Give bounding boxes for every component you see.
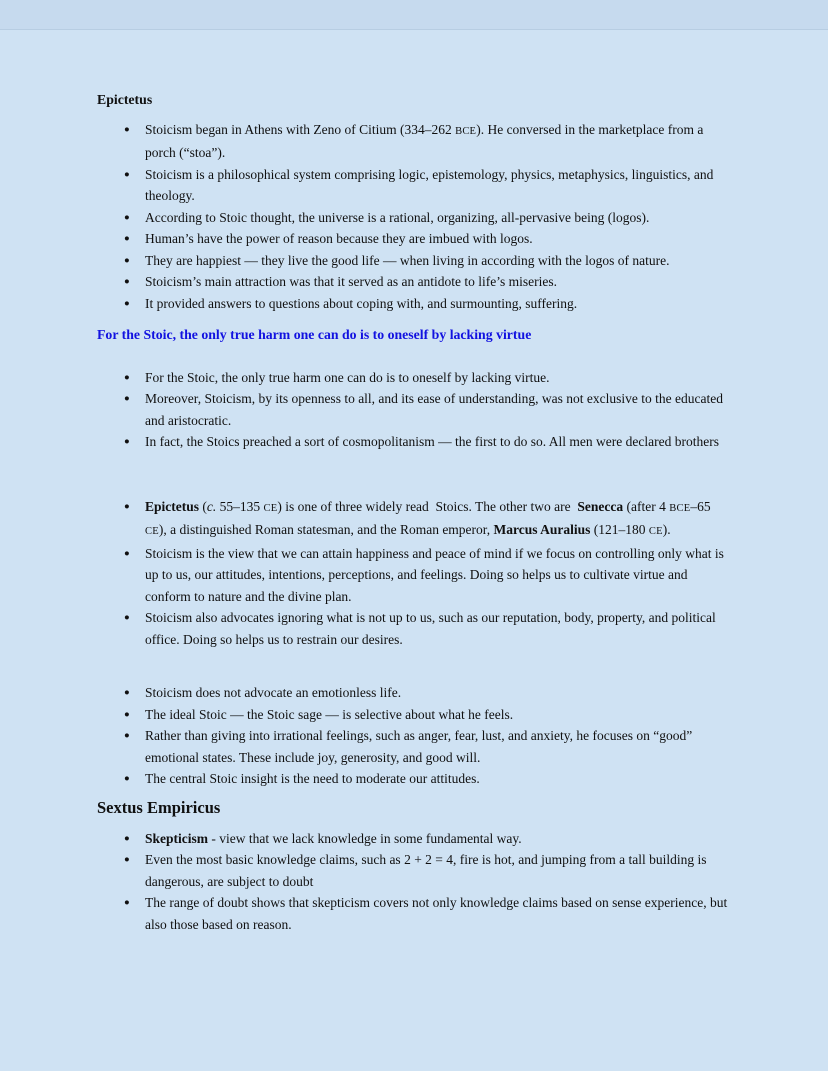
bullet-marker: ● bbox=[124, 774, 130, 785]
bullet-text: For the Stoic, the only true harm one can do is to oneself by lacking virtue. bbox=[145, 369, 550, 385]
bullet-item bbox=[124, 388, 731, 431]
text-segment: CE bbox=[263, 502, 278, 514]
text-segment: BCE bbox=[669, 502, 691, 514]
text-segment: CE bbox=[648, 526, 663, 537]
text-segment: CE bbox=[145, 526, 159, 537]
bullet-marker: ● bbox=[124, 277, 130, 287]
bullet-item bbox=[124, 725, 731, 768]
blank-lines bbox=[97, 453, 731, 496]
bullet-marker: ● bbox=[124, 898, 130, 909]
bullet-item bbox=[124, 543, 731, 608]
bullet-marker: ● bbox=[124, 688, 130, 699]
bullet-text: According to Stoic thought, the universe is a rational, organizing, all-pervasive being (logos). bbox=[145, 209, 650, 225]
bullet-text bbox=[145, 831, 522, 846]
bullet-text: It provided answers to questions about coping with, and surmounting, suffering. bbox=[145, 295, 578, 311]
bullet-text: The central Stoic insight is the need to moderate our attitudes. bbox=[145, 771, 480, 787]
bullet-marker: ● bbox=[124, 501, 130, 512]
text-segment: BCE bbox=[455, 125, 477, 137]
bullet-marker: ● bbox=[124, 124, 130, 135]
text-segment: c. bbox=[206, 498, 217, 514]
bullet-item bbox=[124, 892, 731, 935]
bullet-item bbox=[124, 250, 731, 272]
bullet-item bbox=[124, 164, 731, 207]
bullet-text bbox=[145, 122, 707, 161]
bullet-item bbox=[124, 828, 731, 850]
bullet-text: Stoicism also advocates ignoring what is not up to us, such as our reputation, body, property, and political office. Doing so helps us to restrain our desires. bbox=[145, 610, 720, 647]
text-segment: ). He conversed in the marketplace from a porch (“stoa”). bbox=[145, 121, 707, 160]
text-segment: Senecca bbox=[577, 498, 624, 514]
bullet-item bbox=[124, 207, 731, 229]
bullet-text: The range of doubt shows that skepticism covers not only knowledge claims based on sense experience, but also those based on reason. bbox=[145, 895, 731, 932]
bullet-marker: ● bbox=[124, 372, 130, 383]
document-page bbox=[0, 30, 828, 975]
bullet-text: Stoicism’s main attraction was that it served as an antidote to life’s miseries. bbox=[145, 274, 558, 289]
bullet-marker: ● bbox=[124, 298, 130, 309]
bullet-item bbox=[124, 704, 731, 726]
text-segment: ) is one of three widely read Stoics. The other two are bbox=[277, 498, 578, 514]
bullet-list bbox=[97, 119, 731, 315]
text-segment: ), a distinguished Roman statesman, and the Roman emperor, bbox=[158, 522, 494, 537]
bullet-marker: ● bbox=[124, 731, 130, 742]
text-segment: - view that we lack knowledge in some fundamental way. bbox=[208, 830, 522, 846]
bullet-marker: ● bbox=[124, 437, 130, 447]
bullet-text: Stoicism does not advocate an emotionless life. bbox=[145, 685, 402, 701]
page-gap bbox=[0, 0, 828, 30]
text-segment: ( bbox=[199, 498, 207, 514]
bullet-marker: ● bbox=[124, 212, 130, 223]
bullet-marker: ● bbox=[124, 833, 130, 844]
text-segment: ). bbox=[662, 522, 671, 537]
bullet-text: They are happiest — they live the good life — when living in according with the logos of nature. bbox=[145, 252, 670, 268]
bullet-item bbox=[124, 682, 731, 704]
bullet-text: Even the most basic knowledge claims, such as 2 + 2 = 4, fire is hot, and jumping from a tall building is dangerous, are subject to doubt bbox=[145, 852, 710, 889]
bullet-marker: ● bbox=[124, 709, 130, 720]
bullet-text: Rather than giving into irrational feelings, such as anger, fear, lust, and anxiety, he focuses on “good” emotional states. These include joy, generosity, and good will. bbox=[145, 728, 696, 765]
text-segment: Skepticism bbox=[145, 830, 209, 846]
bullet-item bbox=[124, 496, 731, 543]
bullet-list bbox=[97, 682, 731, 790]
text-segment: Marcus Auralius bbox=[493, 522, 591, 537]
bullet-text: Moreover, Stoicism, by its openness to all, and its ease of understanding, was not exclusive to the educated and aristocratic. bbox=[145, 391, 727, 428]
text-segment: (121–180 bbox=[590, 522, 649, 537]
bullet-item bbox=[124, 607, 731, 650]
section-heading: Epictetus bbox=[97, 92, 153, 107]
bullet-marker: ● bbox=[124, 169, 130, 180]
bullet-list bbox=[97, 496, 731, 651]
bullet-item bbox=[124, 271, 731, 293]
bullet-marker: ● bbox=[124, 234, 130, 244]
bullet-marker: ● bbox=[124, 394, 130, 404]
text-segment: –65 bbox=[690, 498, 714, 514]
bullet-item bbox=[124, 431, 731, 453]
bullet-item bbox=[124, 849, 731, 892]
text-segment: 55–135 bbox=[216, 498, 264, 514]
bullet-text: Stoicism is a philosophical system comprising logic, epistemology, physics, metaphysics, linguistics, and theology. bbox=[145, 166, 717, 203]
bullet-text: In fact, the Stoics preached a sort of cosmopolitanism — the first to do so. All men were declared brothers bbox=[145, 434, 719, 449]
section-heading: Sextus Empiricus bbox=[97, 797, 221, 817]
bullet-item bbox=[124, 228, 731, 250]
bullet-text: Stoicism is the view that we can attain happiness and peace of mind if we focus on controlling only what is up to us, our attitudes, intentions, perceptions, and feelings. Doing so helps us to cultivate virtue and conform to nature and the divine plan. bbox=[145, 545, 728, 604]
bullet-text bbox=[145, 499, 714, 538]
bullet-text: Human’s have the power of reason because they are imbued with logos. bbox=[145, 231, 533, 246]
document-body bbox=[97, 89, 731, 935]
bullet-list bbox=[97, 828, 731, 936]
text-segment: Stoicism began in Athens with Zeno of Citium (334–262 bbox=[145, 121, 456, 137]
bullet-item bbox=[124, 367, 731, 389]
text-segment: (after 4 bbox=[623, 498, 670, 514]
bullet-item bbox=[124, 119, 731, 164]
blank-lines bbox=[97, 650, 731, 682]
bullet-text: The ideal Stoic — the Stoic sage — is selective about what he feels. bbox=[145, 706, 514, 722]
bullet-marker: ● bbox=[124, 548, 130, 559]
bullet-marker: ● bbox=[124, 855, 130, 866]
bullet-list bbox=[97, 367, 731, 453]
bullet-item bbox=[124, 768, 731, 790]
bullet-marker: ● bbox=[124, 613, 130, 623]
section-heading-blue: For the Stoic, the only true harm one can do is to oneself by lacking virtue bbox=[97, 327, 532, 342]
bullet-marker: ● bbox=[124, 255, 130, 266]
bullet-item bbox=[124, 293, 731, 315]
text-segment: Epictetus bbox=[145, 498, 199, 514]
